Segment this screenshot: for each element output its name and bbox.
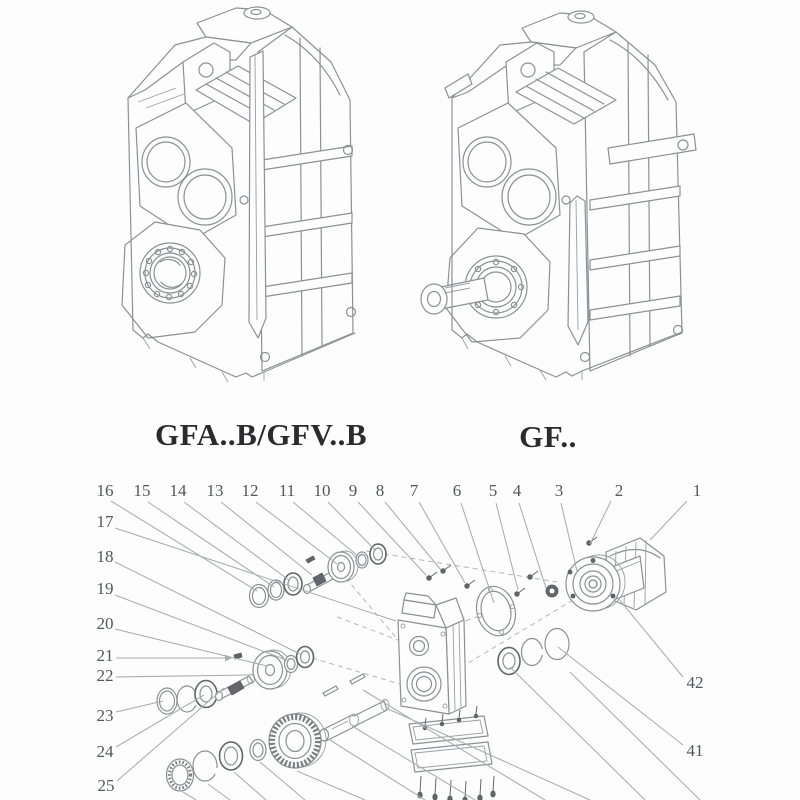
- input-shaft-parts: [250, 544, 387, 608]
- part-callout-13: 13: [206, 481, 224, 500]
- gearbox-drawing-gf: [421, 11, 696, 380]
- gearbox-drawing-gfab-gfvb: [122, 7, 356, 382]
- leader-line-20: [115, 629, 267, 666]
- part-callout-1: 1: [692, 481, 702, 500]
- leader-line-11: [293, 502, 359, 557]
- leader-line-18: [115, 562, 302, 655]
- part-callout-5: 5: [488, 481, 498, 500]
- intermediate-shaft-parts: [157, 647, 314, 715]
- part-callout-11: 11: [278, 481, 296, 500]
- cover-bolts: [418, 776, 495, 800]
- part-callout-20: 20: [96, 614, 114, 633]
- part-callout-16: 16: [96, 481, 114, 500]
- model-label-right: GF..: [519, 419, 577, 454]
- part-callout-15: 15: [133, 481, 151, 500]
- part-callout-3: 3: [554, 481, 564, 500]
- leader-line-14: [184, 502, 290, 581]
- part-callout-18: 18: [96, 547, 114, 566]
- part-callout-17: 17: [96, 512, 114, 531]
- part-callout-7: 7: [409, 481, 419, 500]
- part-callout-24: 24: [96, 742, 114, 761]
- part-callout-22: 22: [96, 666, 114, 685]
- part-callout-10: 10: [313, 481, 331, 500]
- leader-line-2: [590, 501, 611, 544]
- part-callout-12: 12: [241, 481, 259, 500]
- leader-line-23: [116, 701, 163, 712]
- leader-line-41: [558, 647, 683, 745]
- part-callout-19: 19: [96, 579, 114, 598]
- model-label-left: GFA..B/GFV..B: [154, 417, 368, 452]
- leader-line-5: [496, 503, 518, 590]
- exploded-gear-housing: [398, 593, 466, 714]
- part-callout-41: 41: [686, 741, 704, 760]
- leader-line-9: [358, 502, 426, 575]
- part-callout-23: 23: [96, 706, 114, 725]
- part-callout-21: 21: [96, 646, 114, 665]
- part-callout-25: 25: [97, 776, 115, 795]
- leader-line-16: [111, 501, 257, 591]
- exploded-parts-diagram: [111, 501, 700, 800]
- part-callout-9: 9: [348, 481, 358, 500]
- leader-line-10: [328, 502, 376, 551]
- part-callout-42: 42: [686, 673, 704, 692]
- leader-line-8: [385, 502, 441, 570]
- part-callout-4: 4: [512, 481, 522, 500]
- leader-line-22: [116, 675, 249, 677]
- leader-line-42: [618, 598, 683, 677]
- part-callout-14: 14: [169, 481, 187, 500]
- part-callout-2: 2: [614, 481, 624, 500]
- leader-line-3: [561, 503, 577, 571]
- exploded-electric-motor: [546, 538, 666, 611]
- part-callout-6: 6: [452, 481, 462, 500]
- part-callout-8: 8: [375, 481, 385, 500]
- leader-line-12: [256, 502, 337, 564]
- leader-line-1: [650, 501, 687, 540]
